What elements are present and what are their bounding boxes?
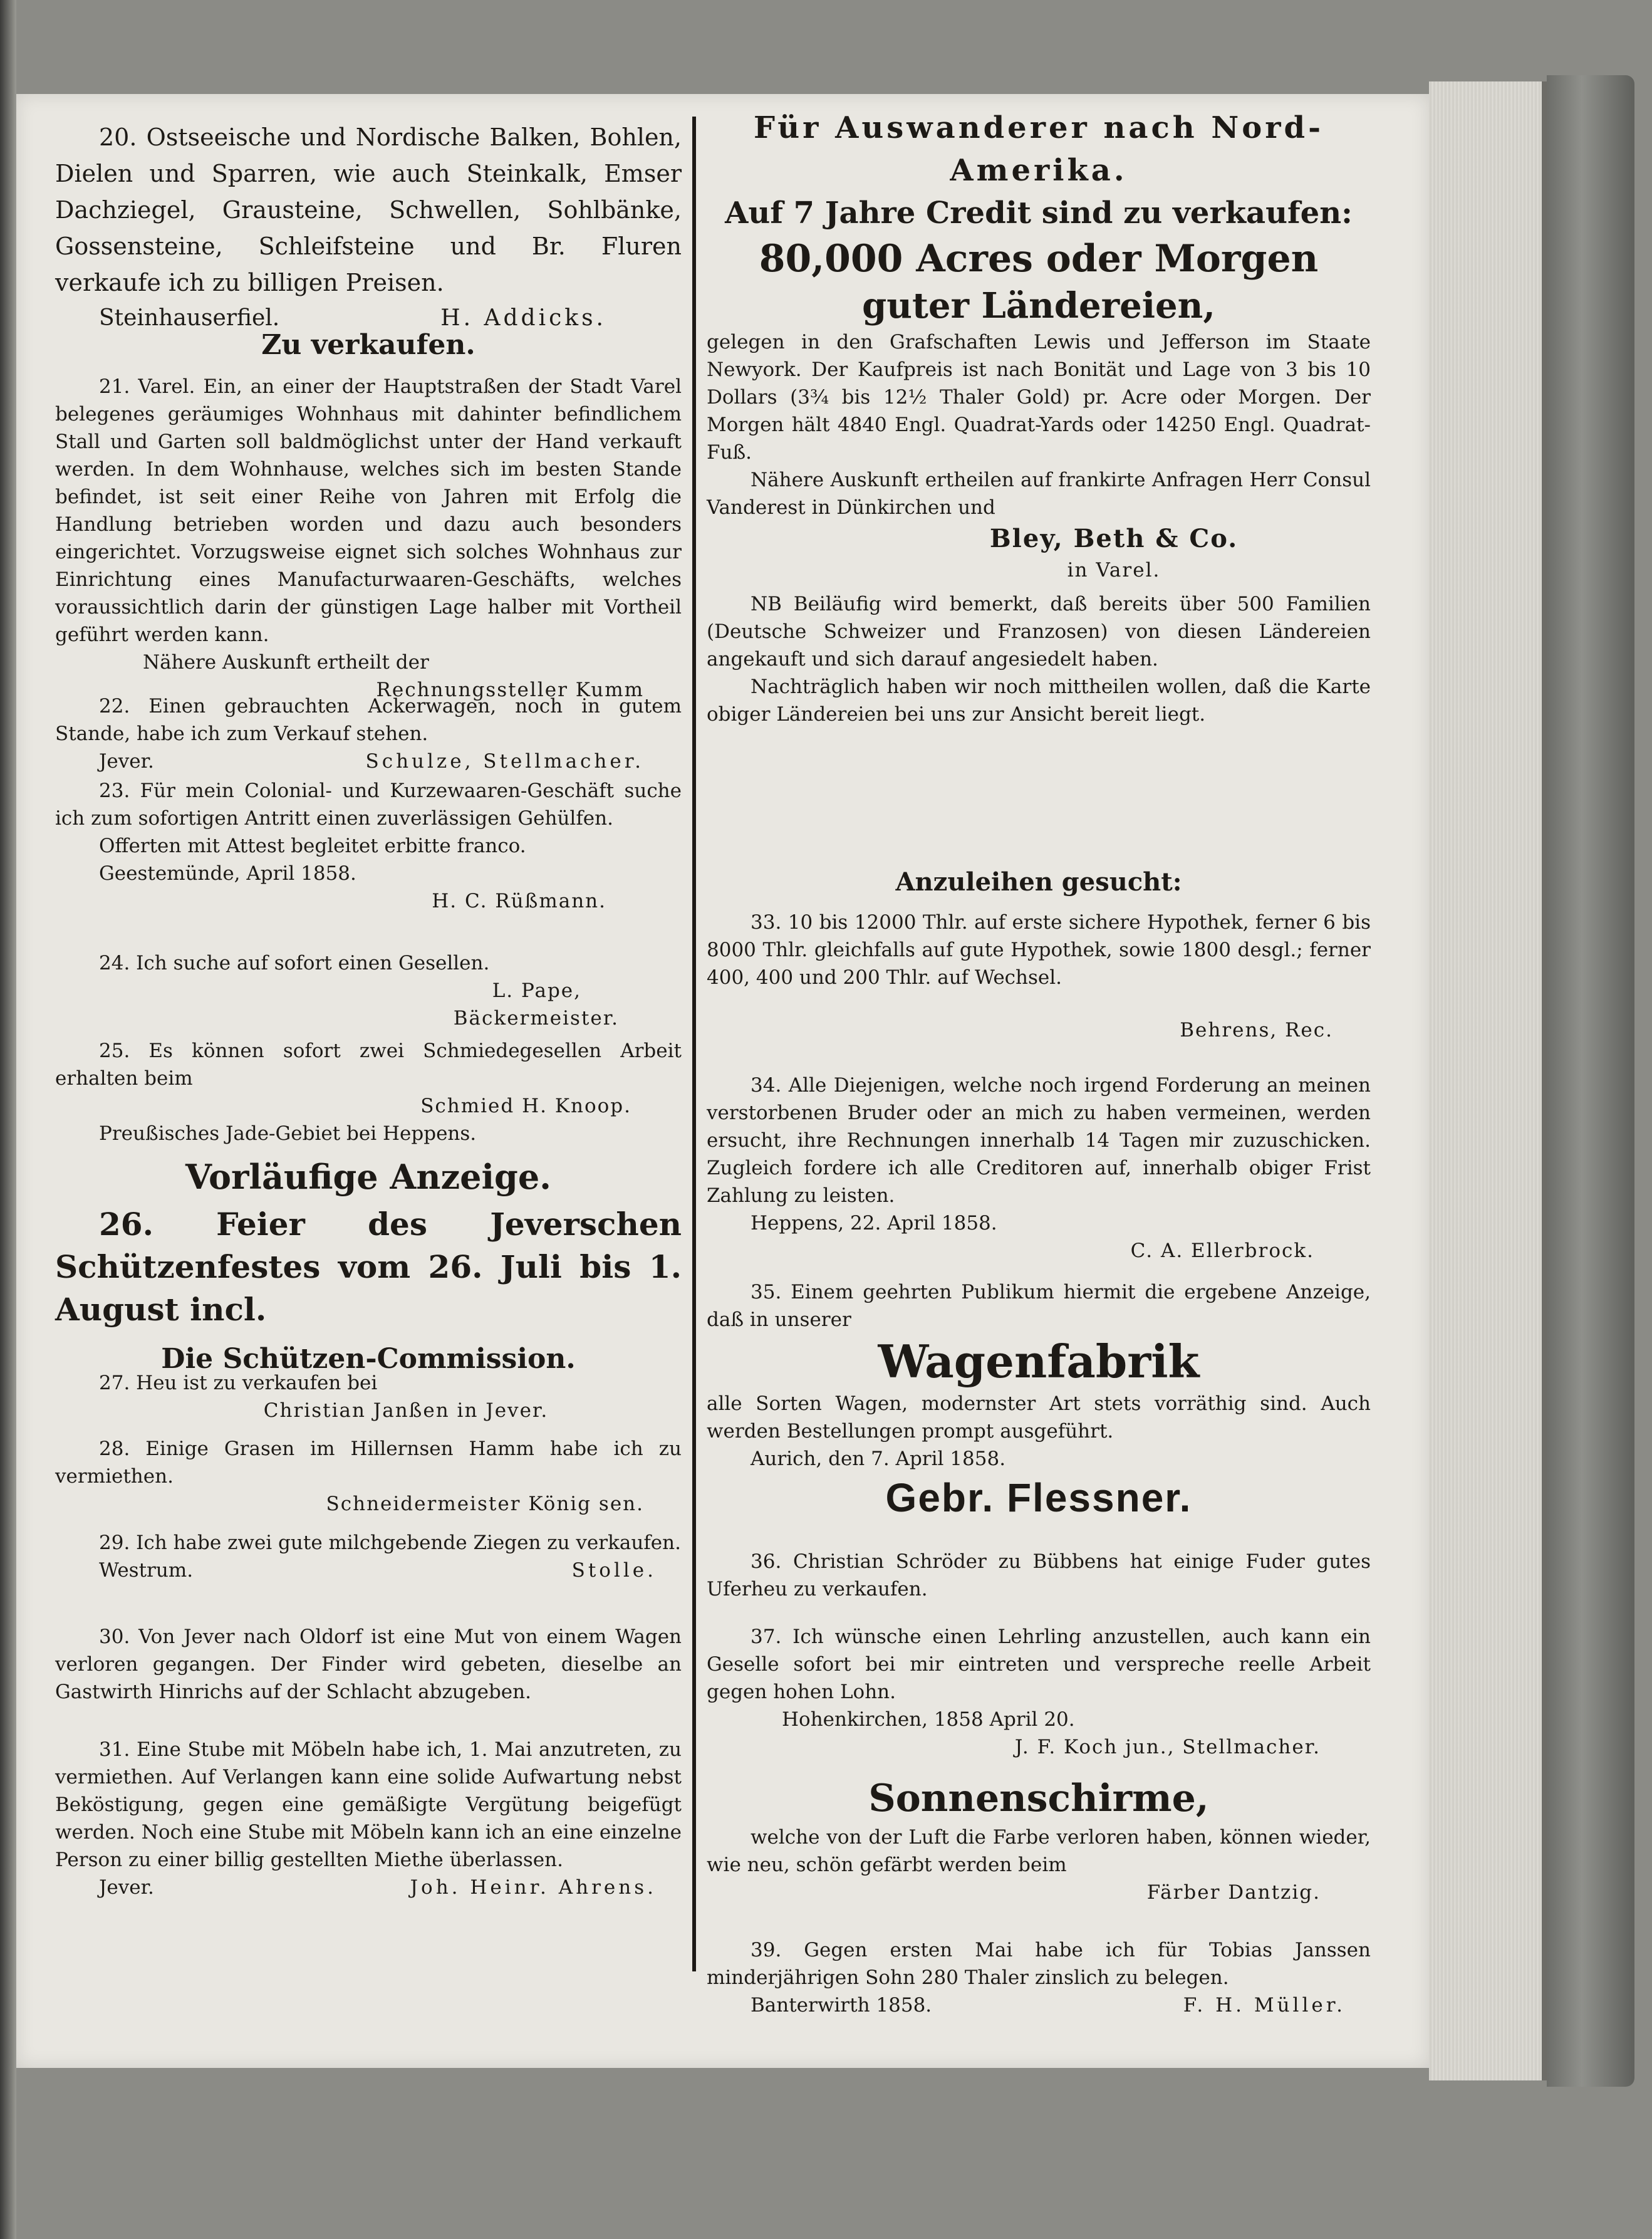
heading-anzuleihen: Anzuleihen gesucht: — [895, 867, 1182, 897]
emig-heading-1: Für Auswanderer nach Nord-Amerika. — [753, 110, 1324, 188]
ad-24-text: 24. Ich suche auf sofort einen Gesellen. — [99, 952, 490, 974]
heading-zu-verkaufen: Zu verkaufen. — [261, 329, 475, 361]
ad-23-text: 23. Für mein Colonial- und Kurzewaaren-Geschäft suche ich zum sofortigen Antritt einen zuverlässigen Gehülfen. — [55, 780, 682, 830]
ad-26 — [55, 1203, 682, 1379]
emig-nb: NB Beiläufig wird bemerkt, daß bereits über 500 Familien (Deutsche Schweizer und Franzosen) von diesen Ländereien angekauft und sich darauf angesiedelt haben. — [707, 593, 1371, 671]
page-gutter-shadow — [0, 0, 16, 2239]
ad-34-text: 34. Alle Diejenigen, welche noch irgend Forderung an meinen verstorbenen Bruder oder an mich zu haben vermeinen, werden ersucht, ihre Rechnungen innerhalb 14 Tagen mir zuzuschicken. Zugleich fordere ich alle Creditoren auf, innerhalb obiger Frist Zahlung zu leisten. — [707, 1074, 1371, 1207]
ad-34-name: C. A. Ellerbrock. — [1130, 1240, 1314, 1262]
ad-35-place: Aurich, den 7. April 1858. — [751, 1448, 1006, 1470]
ad-37-name: J. F. Koch jun., Stellmacher. — [1014, 1736, 1321, 1758]
ad-39-place: Banterwirth 1858. — [751, 1994, 932, 2017]
ad-39 — [707, 1936, 1371, 2019]
ad-38 — [707, 1773, 1371, 1906]
ad-21 — [55, 373, 682, 704]
ad-31-text: 31. Eine Stube mit Möbeln habe ich, 1. Mai anzutreten, zu vermiethen. Auf Verlangen kann eine solide Aufwartung nebst Beköstigung, gegen eine gemäßigte Vergütung beigefügt werden. Noch eine Stube mit Möbeln kann ich an eine einzelne Person zu einer billig gestellten Miethe überlassen. — [55, 1738, 682, 1871]
ad-37 — [707, 1623, 1371, 1761]
heading-vorlaeufige-anzeige: Vorläufige Anzeige. — [185, 1157, 551, 1197]
ad-26-text: 26. Feier des Jeverschen Schützenfestes vom 26. Juli bis 1. August incl. — [55, 1206, 682, 1328]
ad-29-place: Westrum. — [99, 1559, 194, 1582]
ad-25-place: Preußisches Jade-Gebiet bei Heppens. — [99, 1122, 477, 1145]
book-cover — [1547, 75, 1634, 2087]
ad-30 — [55, 1623, 682, 1706]
ad-38-sonnenschirme: Sonnenschirme, — [868, 1777, 1209, 1820]
ad-31 — [55, 1736, 682, 1901]
ad-30-text: 30. Von Jever nach Oldorf ist eine Mut von einem Wagen verloren gegangen. Der Finder wird gebeten, dieselbe an Gastwirth Hinrichs auf der Schlacht abzugeben. — [55, 1626, 682, 1703]
ad-22-text: 22. Einen gebrauchten Ackerwagen, noch in gutem Stande, habe ich zum Verkauf stehen. — [55, 695, 682, 745]
ad-37-text: 37. Ich wünsche einen Lehrling anzustellen, auch kann ein Geselle sofort bei mir eintreten und verspreche reelle Arbeit gegen hohen Lohn. — [707, 1626, 1371, 1703]
ad-25-name: Schmied H. Knoop. — [420, 1095, 631, 1117]
ad-21-info: Nähere Auskunft ertheilt der — [143, 651, 429, 674]
ad-20-place: Steinhauserfiel. — [99, 305, 280, 331]
ad-33-text: 33. 10 bis 12000 Thlr. auf erste sichere Hypothek, ferner 6 bis 8000 Thlr. gleichfalls auf gute Hypothek, sowie 1800 desgl.; ferner 400, 400 und 200 Thlr. auf Wechsel. — [707, 911, 1371, 989]
ad-31-place: Jever. — [99, 1876, 154, 1899]
ad-24 — [55, 949, 682, 1032]
ad-33 — [707, 909, 1371, 1044]
ad-28-text: 28. Einige Grasen im Hillernsen Hamm habe ich zu vermiethen. — [55, 1438, 682, 1488]
ad-27 — [55, 1369, 682, 1424]
ad-22-name: Schulze, Stellmacher. — [365, 750, 644, 773]
ad-36 — [707, 1548, 1371, 1603]
ad-36-text: 36. Christian Schröder zu Bübbens hat einige Fuder gutes Uferheu zu verkaufen. — [707, 1550, 1371, 1600]
ad-29 — [55, 1529, 682, 1584]
emig-firm-place: in Varel. — [1067, 559, 1161, 582]
ad-24-name: L. Pape, — [492, 979, 581, 1002]
ad-35-text: 35. Einem geehrten Publikum hiermit die ergebene Anzeige, daß in unserer — [707, 1281, 1371, 1331]
ad-33-name: Behrens, Rec. — [1180, 1019, 1333, 1041]
ad-34-place: Heppens, 22. April 1858. — [751, 1212, 997, 1234]
ad-34 — [707, 1072, 1371, 1265]
ad-24-title: Bäckermeister. — [453, 1007, 619, 1030]
ad-23-name: H. C. Rüßmann. — [432, 890, 606, 912]
newspaper-page — [16, 94, 1429, 2068]
ad-emigrants — [707, 107, 1371, 728]
ad-21-name: Rechnungssteller Kumm — [376, 679, 644, 701]
ad-38-text: welche von der Luft die Farbe verloren haben, können wieder, wie neu, schön gefärbt werden beim — [707, 1826, 1371, 1876]
ad-28-name: Schneidermeister König sen. — [326, 1493, 644, 1515]
ad-31-name: Joh. Heinr. Ahrens. — [410, 1876, 657, 1899]
ad-27-text: 27. Heu ist zu verkaufen bei — [99, 1372, 378, 1394]
ad-38-name: Färber Dantzig. — [1146, 1881, 1321, 1904]
emig-heading-4: guter Ländereien, — [862, 285, 1215, 326]
book-page-edges — [1429, 81, 1547, 2080]
ad-29-name: Stolle. — [571, 1559, 657, 1582]
ad-21-text: 21. Varel. Ein, an einer der Hauptstraßen der Stadt Varel belegenes geräumiges Wohnhaus mit dahinter befindlichem Stall und Garten soll baldmöglichst unter der Hand verkauft werden. In dem Wohnhause, welches sich im besten Stande befindet, ist seit einer Reihe von Jahren mit Erfolg die Handlung betrieben worden und dazu auch besonders eingerichtet. Vorzugsweise eignet sich solches Wohnhaus zur Einrichtung eines Manufacturwaaren-Geschäfts, welches voraussichtlich darin der günstigen Lage halber mit Vortheil geführt werden kann. — [55, 375, 682, 646]
ad-37-place: Hohenkirchen, 1858 April 20. — [782, 1708, 1075, 1731]
emig-text: gelegen in den Grafschaften Lewis und Jefferson im Staate Newyork. Der Kaufpreis ist nach Bonität und Lage von 3 bis 10 Dollars (3¾ bis 12½ Thaler Gold) pr. Acre oder Morgen. Der Morgen hält 4840 Engl. Quadrat-Yards oder 14250 Engl. Quadrat-Fuß. — [707, 331, 1371, 464]
ad-20 — [55, 119, 682, 336]
emig-info: Nähere Auskunft ertheilen auf frankirte Anfragen Herr Consul Vanderest in Dünkirchen und — [707, 469, 1371, 519]
emig-firm: Bley, Beth & Co. — [989, 524, 1239, 553]
ad-35-firm: Gebr. Flessner. — [885, 1475, 1192, 1520]
emig-heading-2: Auf 7 Jahre Credit sind zu verkaufen: — [725, 196, 1353, 231]
ad-39-name: F. H. Müller. — [1183, 1994, 1346, 2017]
ad-35-text-2: alle Sorten Wagen, modernster Art stets vorräthig sind. Auch werden Bestellungen prompt ausgeführt. — [707, 1392, 1371, 1443]
ad-25-text: 25. Es können sofort zwei Schmiedegesellen Arbeit erhalten beim — [55, 1040, 682, 1090]
ad-35 — [707, 1278, 1371, 1523]
ad-35-wagenfabrik: Wagenfabrik — [878, 1335, 1200, 1388]
ad-22-place: Jever. — [99, 750, 154, 773]
ad-22 — [55, 692, 682, 775]
ad-23-offer: Offerten mit Attest begleitet erbitte franco. — [99, 835, 526, 857]
ad-29-text: 29. Ich habe zwei gute milchgebende Ziegen zu verkaufen. — [99, 1532, 681, 1554]
ad-27-name: Christian Janßen in Jever. — [263, 1399, 549, 1422]
ad-20-name: H. Addicks. — [440, 305, 606, 331]
column-divider — [692, 117, 696, 1971]
emig-note: Nachträglich haben wir noch mittheilen wollen, daß die Karte obiger Ländereien bei uns zur Ansicht bereit liegt. — [707, 676, 1371, 726]
emig-heading-3: 80,000 Acres oder Morgen — [759, 237, 1319, 281]
ad-23-place: Geestemünde, April 1858. — [99, 862, 356, 885]
ad-25 — [55, 1037, 682, 1147]
ad-23 — [55, 777, 682, 915]
ad-20-text: 20. Ostseeische und Nordische Balken, Bohlen, Dielen und Sparren, wie auch Steinkalk, Emser Dachziegel, Grausteine, Schwellen, Sohlbänke, Gossensteine, Schleifsteine und Br. Fluren verkaufe ich zu billigen Preisen. — [55, 123, 682, 296]
ad-26-signer: Die Schützen-Commission. — [161, 1343, 576, 1375]
ad-39-text: 39. Gegen ersten Mai habe ich für Tobias Janssen minderjährigen Sohn 280 Thaler zinslich zu belegen. — [707, 1939, 1371, 1989]
ad-28 — [55, 1435, 682, 1518]
